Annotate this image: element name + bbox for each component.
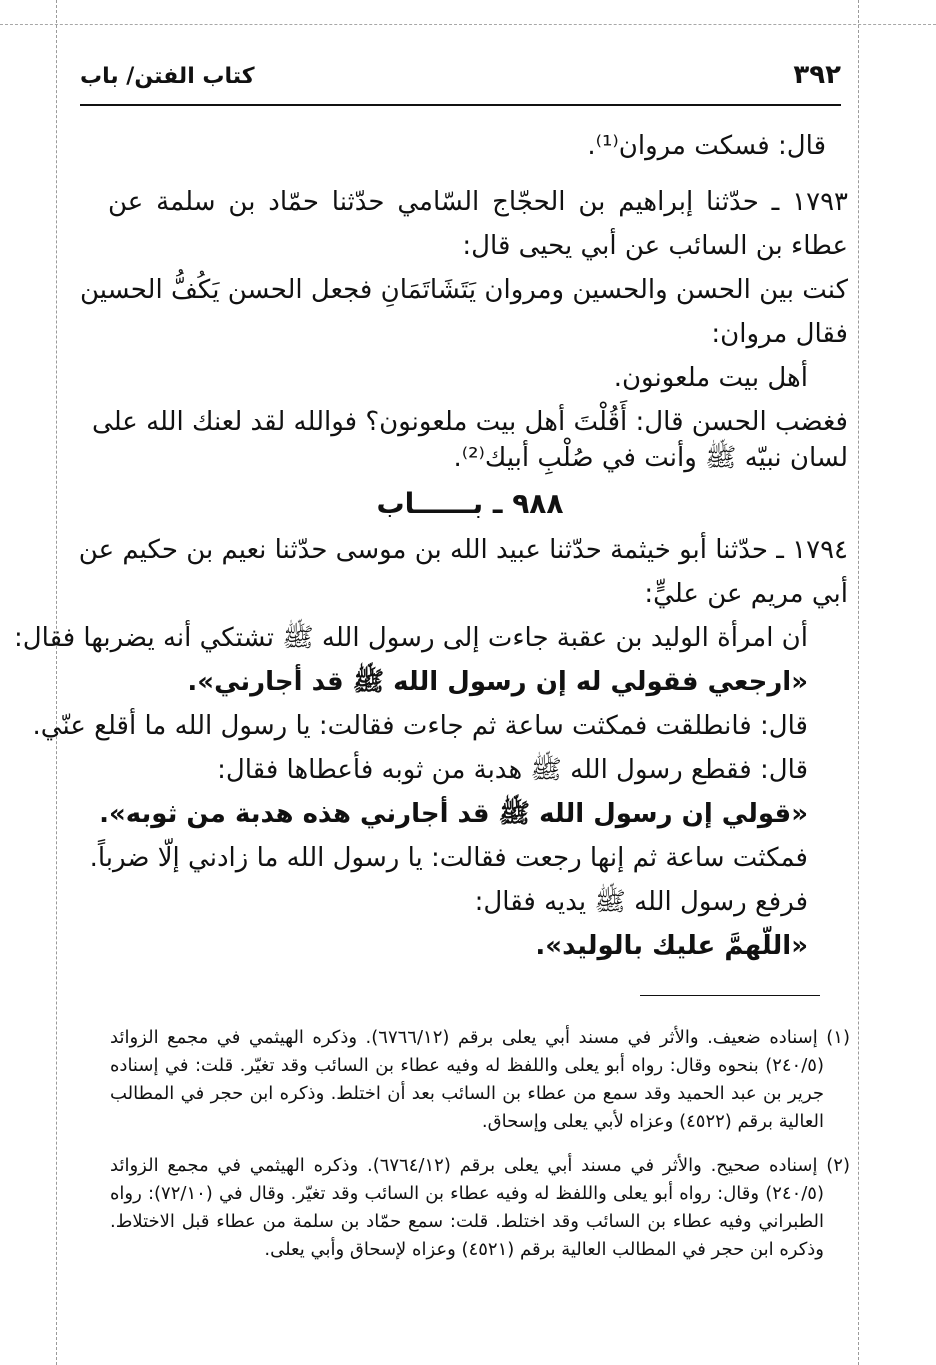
text-line: عطاء بن السائب عن أبي يحيى قال: <box>462 231 848 261</box>
text-line: لسان نبيّه ﷺ وأنت في صُلْبِ أبيك⁽²⁾. <box>453 443 848 473</box>
footnote-line: الطبراني وفيه عطاء بن السائب وقد اختلط. قلت: سمع حمّاد بن سلمة من عطاء قبل الاختلاط. <box>110 1211 824 1232</box>
text-line: فغضب الحسن قال: أَقُلْتَ أهل بيت ملعونون؟ فوالله لقد لعنك الله على <box>92 407 848 437</box>
scan-guide-top <box>0 24 936 25</box>
section-heading: ٩٨٨ ـ بــــــاب <box>376 487 564 520</box>
text-line: ١٧٩٣ ـ حدّثنا إبراهيم بن الحجّاج السّامي حدّثنا حمّاد بن سلمة عن <box>108 187 848 217</box>
text-line: فرفع رسول الله ﷺ يديه فقال: <box>474 887 808 917</box>
text-line: أن امرأة الوليد بن عقبة جاءت إلى رسول الله ﷺ تشتكي أنه يضربها فقال: <box>14 623 808 653</box>
footnote-line: العالية برقم (٤٥٢٢) وعزاه لأبي يعلى وإسحاق. <box>481 1111 824 1132</box>
footnote-rule <box>640 995 820 996</box>
text-line: ١٧٩٤ ـ حدّثنا أبو خيثمة حدّثنا عبيد الله بن موسى حدّثنا نعيم بن حكيم عن <box>78 535 848 565</box>
quote-line: «ارجعي فقولي له إن رسول الله ﷺ قد أجارني». <box>187 667 808 697</box>
quote-line: «اللّهمَّ عليك بالوليد». <box>535 931 808 961</box>
running-title: كتاب الفتن/ باب <box>80 64 255 89</box>
footnote-line: (٢٤٠/٥) وقال: رواه أبو يعلى واللفظ له وفيه عطاء بن السائب وقد تغيّر. وقال في (٧٢/١٠): رواه <box>110 1183 825 1204</box>
scan-guide-right <box>858 0 859 1365</box>
footnote-line: (١) إسناده ضعيف. والأثر في مسند أبي يعلى برقم (٦٧٦٦/١٢). وذكره الهيثمي في مجمع الزوائد <box>110 1027 850 1048</box>
text-line: فمكثت ساعة ثم إنها رجعت فقالت: يا رسول الله ما زادني إلّا ضرباً. <box>89 843 808 873</box>
footnote-line: وذكره ابن حجر في المطالب العالية برقم (٤٥٢١) وعزاه لإسحاق وأبي يعلى. <box>264 1239 824 1260</box>
scan-guide-left <box>56 0 57 1365</box>
page-number: ٣٩٢ <box>793 60 841 90</box>
text-line: فقال مروان: <box>711 319 848 349</box>
text-line: قال: فسكت مروان⁽¹⁾. <box>587 131 826 161</box>
text-line: أهل بيت ملعونون. <box>613 363 808 393</box>
text-line: كنت بين الحسن والحسين ومروان يَتَشَاتَمَانِ فجعل الحسن يَكُفُّ الحسين <box>79 275 848 305</box>
text-line: قال: فقطع رسول الله ﷺ هدبة من ثوبه فأعطاها فقال: <box>217 755 808 785</box>
footnote-line: (٢) إسناده صحيح. والأثر في مسند أبي يعلى برقم (٦٧٦٤/١٢). وذكره الهيثمي في مجمع الزوائد <box>110 1155 850 1176</box>
footnote-line: (٢٤٠/٥) بنحوه وقال: رواه أبو يعلى واللفظ له وفيه عطاء بن السائب وقد تغيّر. قلت: في إسناده <box>110 1055 824 1076</box>
text-line: أبي مريم عن عليٍّ: <box>644 579 848 609</box>
footnote-line: جرير بن عبد الحميد وقد سمع من عطاء بن السائب بعد أن اختلط. وذكره ابن حجر في المطالب <box>110 1083 824 1104</box>
header-rule <box>80 104 841 106</box>
page-header <box>80 60 841 100</box>
text-line: قال: فانطلقت فمكثت ساعة ثم جاءت فقالت: يا رسول الله ما أقلع عنّي. <box>32 711 808 741</box>
quote-line: «قولي إن رسول الله ﷺ قد أجارني هذه هدبة من ثوبه». <box>99 799 808 829</box>
